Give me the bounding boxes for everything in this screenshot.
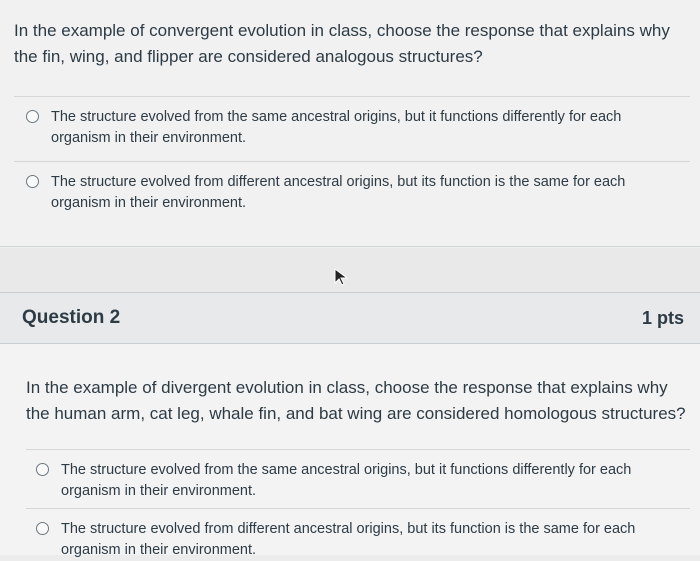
question-2-text: In the example of divergent evolution in class, choose the response that explains why the human arm, cat leg, whale fin, and bat wing are considered homologous structures? — [26, 378, 686, 423]
question-divider — [0, 246, 700, 247]
question-2-card — [0, 292, 700, 558]
question-1-card — [0, 0, 700, 248]
question-gap — [0, 248, 700, 292]
mouse-cursor-icon — [334, 268, 348, 286]
question-2-points: 1 pts — [641, 308, 684, 328]
radio-button[interactable] — [36, 522, 49, 535]
question-2-option-2[interactable] — [36, 519, 656, 561]
answer-divider — [14, 96, 690, 97]
question-1-option-1[interactable] — [26, 107, 656, 149]
radio-button[interactable] — [26, 110, 39, 123]
radio-button[interactable] — [26, 175, 39, 188]
question-1-text: In the example of convergent evolution in class, choose the response that explains why the fin, wing, and flipper are considered analogous structures? — [14, 21, 670, 66]
radio-button[interactable] — [36, 463, 49, 476]
question-1-option-2[interactable] — [26, 172, 656, 214]
option-label: The structure evolved from different ancestral origins, but its function is the same for each organism in their environment. — [61, 521, 636, 558]
option-label: The structure evolved from the same ancestral origins, but it functions differently for each organism in their environment. — [61, 462, 632, 499]
option-label: The structure evolved from the same ancestral origins, but it functions differently for each organism in their environment. — [51, 109, 622, 146]
option-label: The structure evolved from different ancestral origins, but its function is the same for each organism in their environment. — [51, 174, 626, 211]
answer-divider — [26, 508, 690, 509]
answer-divider — [26, 449, 690, 450]
question-2-title: Question 2 — [22, 307, 121, 328]
question-2-header — [0, 293, 700, 344]
answer-divider — [14, 161, 690, 162]
question-2-option-1[interactable] — [36, 460, 656, 502]
